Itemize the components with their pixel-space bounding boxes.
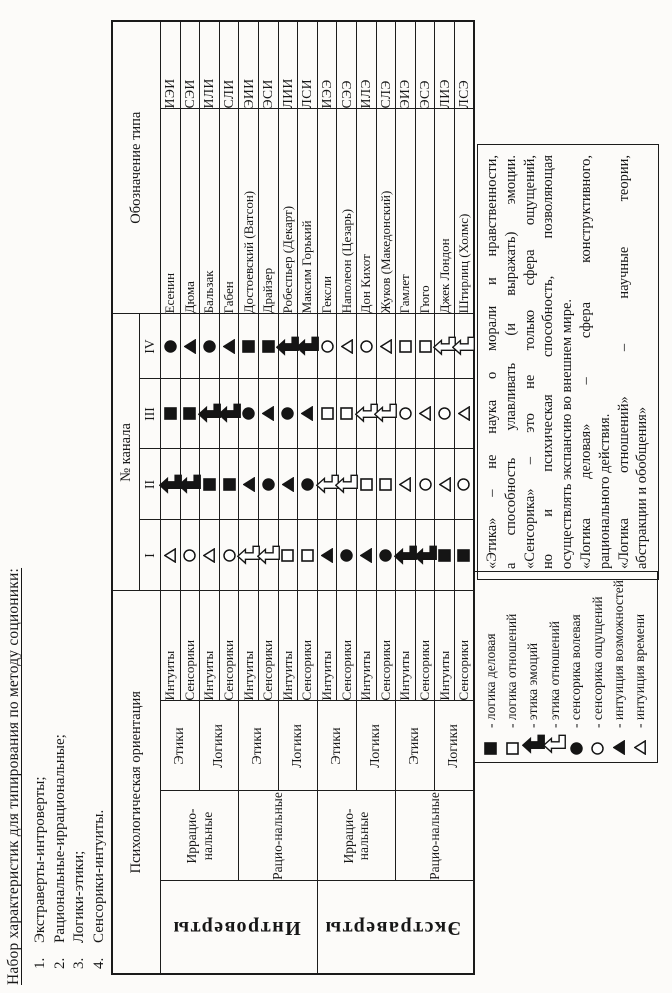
channel-ii-cell xyxy=(454,449,474,520)
header-psychological-orientation: Психологическая ориентация xyxy=(112,591,161,974)
triangle-open-icon xyxy=(419,406,431,421)
triangle-filled-icon xyxy=(184,339,196,354)
channel-iii-cell xyxy=(161,379,181,449)
channel-ii-cell xyxy=(258,449,278,520)
type-name-cell: Наполеон (Цезарь) xyxy=(337,109,357,314)
circle-filled-icon xyxy=(281,407,294,420)
circle-open-icon xyxy=(360,340,373,353)
square-open-icon xyxy=(360,478,373,491)
channel-iv-cell xyxy=(258,314,278,379)
circle-filled-icon xyxy=(262,478,275,491)
list-item-number: 4. xyxy=(90,957,107,969)
perception-cell: Интуиты xyxy=(435,591,455,701)
triangle-open-icon xyxy=(439,477,451,492)
legend-label: - сенсорика ощущений xyxy=(589,596,605,728)
channel-i-cell xyxy=(298,520,318,591)
circle-filled-icon xyxy=(242,407,255,420)
circle-filled-icon xyxy=(301,478,314,491)
legend-item xyxy=(544,578,565,755)
type-name-cell: Дон Кихот xyxy=(356,109,376,314)
perception-cell: Сенсорики xyxy=(454,591,474,701)
channel-iii-cell xyxy=(396,379,416,449)
perception-cell: Интуиты xyxy=(161,591,181,701)
list-item-text: Рациональные-иррациональные; xyxy=(51,734,68,943)
type-code-cell: ИЭЭ xyxy=(317,21,337,109)
boot-open-icon xyxy=(452,336,475,357)
channel-i-cell xyxy=(161,520,181,591)
channel-iv-cell xyxy=(180,314,200,379)
table-row xyxy=(317,21,337,974)
list-item-4 xyxy=(90,734,110,969)
type-code-cell: ЭИИ xyxy=(239,21,259,109)
list-item-text: Экстраверты-интроверты; xyxy=(32,776,48,943)
circle-filled-icon xyxy=(570,742,583,755)
channel-iii-cell xyxy=(454,379,474,449)
group-label: Интроверты xyxy=(172,916,301,939)
type-name-cell: Гамлет xyxy=(396,109,416,314)
channel-i-cell xyxy=(180,520,200,591)
channel-ii-cell xyxy=(415,449,435,520)
square-open-icon xyxy=(281,549,294,562)
type-code-cell: ЛСИ xyxy=(298,21,318,109)
triangle-filled-icon xyxy=(243,477,255,492)
triangle-open-icon xyxy=(458,406,470,421)
perception-cell: Интуиты xyxy=(278,591,298,701)
channel-iv-cell xyxy=(239,314,259,379)
boot-filled-icon xyxy=(296,336,319,357)
boot-open-icon xyxy=(374,403,397,424)
type-code-cell: ЭСИ xyxy=(258,21,278,109)
channel-i-cell xyxy=(258,520,278,591)
group-cell xyxy=(161,881,318,974)
channel-iii-cell xyxy=(200,379,220,449)
channel-iii-cell xyxy=(298,379,318,449)
boot-filled-icon xyxy=(218,403,241,424)
channel-ii-cell xyxy=(376,449,396,520)
table-row xyxy=(161,21,181,974)
triangle-filled-icon xyxy=(223,339,235,354)
channel-ii-cell xyxy=(298,449,318,520)
club-cell: Логики xyxy=(278,701,317,791)
type-code-cell: ИЛИ xyxy=(200,21,220,109)
type-code-cell: СЭИ xyxy=(180,21,200,109)
triangle-filled-icon xyxy=(321,548,333,563)
club-cell: Этики xyxy=(396,701,435,791)
square-filled-icon xyxy=(183,407,196,420)
channel-iv-cell xyxy=(161,314,181,379)
channel-iii-cell xyxy=(278,379,298,449)
square-filled-icon xyxy=(164,407,177,420)
legend-label: - интуиция возможностей xyxy=(611,580,627,728)
type-code-cell: ИЭИ xyxy=(161,21,181,109)
channel-ii-cell xyxy=(356,449,376,520)
square-filled-icon xyxy=(484,742,497,755)
definitions-note xyxy=(477,144,659,580)
club-cell: Логики xyxy=(200,701,239,791)
triangle-open-icon xyxy=(380,339,392,354)
channel-iv-cell xyxy=(415,314,435,379)
triangle-filled-icon xyxy=(262,406,274,421)
circle-open-icon xyxy=(223,549,236,562)
table-row xyxy=(239,21,259,974)
note-line: рационального действия. xyxy=(596,413,613,569)
boot-filled-icon xyxy=(522,734,545,755)
legend-label: - логика деловая xyxy=(482,633,498,728)
circle-filled-icon xyxy=(340,549,353,562)
legend-label: - этика отношений xyxy=(546,620,562,728)
list-item-text: Сенсорики-интуиты. xyxy=(90,809,107,943)
table-row xyxy=(396,21,416,974)
channel-i-cell xyxy=(396,520,416,591)
note-line: «Логика деловая» – сфера конструктивного, xyxy=(577,155,594,569)
type-code-cell: ЭСЭ xyxy=(415,21,435,109)
boot-filled-icon xyxy=(414,545,437,566)
channel-iv-cell xyxy=(454,314,474,379)
channel-iii-cell xyxy=(239,379,259,449)
club-cell: Этики xyxy=(317,701,356,791)
rationality-cell: Рацио-нальные xyxy=(396,791,474,881)
channel-iii-cell xyxy=(356,379,376,449)
triangle-open-icon xyxy=(164,548,176,563)
page-title: Набор характеристик для типирования по методу соционики: xyxy=(5,567,22,985)
type-name-cell: Достоевский (Ватсон) xyxy=(239,109,259,314)
channel-i-cell xyxy=(337,520,357,591)
circle-open-icon xyxy=(438,407,451,420)
list-item-number: 2. xyxy=(51,957,68,969)
header-channel-iii: III xyxy=(140,379,161,449)
socionics-table xyxy=(111,20,475,975)
type-name-cell: Гексли xyxy=(317,109,337,314)
channel-ii-cell xyxy=(200,449,220,520)
channel-iv-cell xyxy=(435,314,455,379)
triangle-filled-icon xyxy=(301,406,313,421)
characteristics-list xyxy=(31,734,109,969)
boot-open-icon xyxy=(543,734,566,755)
channel-i-cell xyxy=(356,520,376,591)
perception-cell: Сенсорики xyxy=(415,591,435,701)
perception-cell: Сенсорики xyxy=(258,591,278,701)
header-channel-i: I xyxy=(140,520,161,591)
perception-cell: Интуиты xyxy=(396,591,416,701)
channel-ii-cell xyxy=(219,449,239,520)
channel-iii-cell xyxy=(219,379,239,449)
channel-ii-cell xyxy=(239,449,259,520)
boot-open-icon xyxy=(257,545,280,566)
triangle-open-icon xyxy=(341,339,353,354)
type-code-cell: ИЛЭ xyxy=(356,21,376,109)
square-open-icon xyxy=(340,407,353,420)
channel-i-cell xyxy=(200,520,220,591)
square-open-icon xyxy=(399,340,412,353)
note-line: абстракции и обобщения» xyxy=(634,406,651,569)
type-name-cell: Драйзер xyxy=(258,109,278,314)
legend-label: - сенсорика волевая xyxy=(568,614,584,728)
legend-item xyxy=(630,578,651,755)
type-code-cell: СЛЭ xyxy=(376,21,396,109)
channel-i-cell xyxy=(454,520,474,591)
channel-ii-cell xyxy=(435,449,455,520)
header-channel-ii: II xyxy=(140,449,161,520)
type-name-cell: Дюма xyxy=(180,109,200,314)
channel-i-cell xyxy=(239,520,259,591)
club-cell: Этики xyxy=(239,701,278,791)
channel-i-cell xyxy=(435,520,455,591)
triangle-filled-icon xyxy=(613,740,625,755)
legend-item xyxy=(608,578,629,755)
legend-label: - логика отношений xyxy=(504,613,520,728)
circle-filled-icon xyxy=(203,340,216,353)
triangle-open-icon xyxy=(203,548,215,563)
channel-i-cell xyxy=(317,520,337,591)
triangle-filled-icon xyxy=(360,548,372,563)
group-label: Экстраверты xyxy=(324,916,462,939)
legend-item xyxy=(501,578,522,755)
note-line: «Этика» – не наука о морали и нравственности, xyxy=(484,155,500,569)
note-line: но и психическая способность, позволяющая xyxy=(540,155,557,569)
boot-filled-icon xyxy=(178,474,201,495)
list-item-3 xyxy=(70,734,90,969)
legend-label: - этика эмоций xyxy=(525,642,541,728)
channel-iv-cell xyxy=(298,314,318,379)
note-line: а способность улавливать (и выражать) эмоции. xyxy=(502,155,519,569)
header-channel-number: № канала xyxy=(112,314,140,591)
perception-cell: Интуиты xyxy=(200,591,220,701)
note-line: осуществлять экспансию во внешнем мире. xyxy=(559,299,576,569)
legend-box xyxy=(474,571,658,763)
group-cell xyxy=(317,881,474,974)
circle-filled-icon xyxy=(164,340,177,353)
channel-iii-cell xyxy=(415,379,435,449)
channel-iv-cell xyxy=(200,314,220,379)
list-item-number: 1. xyxy=(32,957,48,969)
channel-ii-cell xyxy=(396,449,416,520)
circle-open-icon xyxy=(591,742,604,755)
channel-iv-cell xyxy=(356,314,376,379)
list-item-1 xyxy=(31,734,51,969)
type-code-cell: СЭЭ xyxy=(337,21,357,109)
rationality-cell: Рацио-нальные xyxy=(239,791,317,881)
type-code-cell: ЭИЭ xyxy=(396,21,416,109)
type-name-cell: Штирлиц (Холмс) xyxy=(454,109,474,314)
channel-iii-cell xyxy=(258,379,278,449)
channel-iv-cell xyxy=(376,314,396,379)
legend-item xyxy=(587,578,608,755)
perception-cell: Интуиты xyxy=(356,591,376,701)
square-filled-icon xyxy=(223,478,236,491)
type-name-cell: Джек Лондон xyxy=(435,109,455,314)
channel-iv-cell xyxy=(219,314,239,379)
club-cell: Этики xyxy=(161,701,200,791)
header-type-designation: Обозначение типа xyxy=(112,21,161,314)
list-item-number: 3. xyxy=(71,957,87,969)
type-name-cell: Габен xyxy=(219,109,239,314)
type-code-cell: СЛИ xyxy=(219,21,239,109)
channel-iv-cell xyxy=(317,314,337,379)
channel-ii-cell xyxy=(161,449,181,520)
triangle-filled-icon xyxy=(282,477,294,492)
boot-open-icon xyxy=(335,474,358,495)
square-open-icon xyxy=(379,478,392,491)
channel-iii-cell xyxy=(317,379,337,449)
club-cell: Логики xyxy=(435,701,474,791)
triangle-open-icon xyxy=(399,477,411,492)
circle-open-icon xyxy=(457,478,470,491)
type-name-cell: Максим Горький xyxy=(298,109,318,314)
triangle-open-icon xyxy=(634,740,646,755)
type-name-cell: Робеспьер (Декарт) xyxy=(278,109,298,314)
type-code-cell: ЛИИ xyxy=(278,21,298,109)
circle-open-icon xyxy=(419,478,432,491)
perception-cell: Интуиты xyxy=(317,591,337,701)
channel-ii-cell xyxy=(180,449,200,520)
channel-iii-cell xyxy=(435,379,455,449)
header-channel-iv: IV xyxy=(140,314,161,379)
rationality-cell: Иррацио-нальные xyxy=(317,791,395,881)
circle-open-icon xyxy=(183,549,196,562)
channel-i-cell xyxy=(376,520,396,591)
legend-item xyxy=(523,578,544,755)
square-filled-icon xyxy=(203,478,216,491)
type-name-cell: Жуков (Македонский) xyxy=(376,109,396,314)
channel-iii-cell xyxy=(337,379,357,449)
square-filled-icon xyxy=(242,340,255,353)
channel-ii-cell xyxy=(337,449,357,520)
channel-i-cell xyxy=(278,520,298,591)
rationality-cell: Иррацио-нальные xyxy=(161,791,239,881)
square-filled-icon xyxy=(438,549,451,562)
square-open-icon xyxy=(301,549,314,562)
type-name-cell: Гюго xyxy=(415,109,435,314)
club-cell: Логики xyxy=(356,701,395,791)
channel-iv-cell xyxy=(396,314,416,379)
circle-open-icon xyxy=(399,407,412,420)
type-name-cell: Бальзак xyxy=(200,109,220,314)
square-filled-icon xyxy=(457,549,470,562)
perception-cell: Сенсорики xyxy=(219,591,239,701)
perception-cell: Сенсорики xyxy=(337,591,357,701)
type-code-cell: ЛИЭ xyxy=(435,21,455,109)
legend-item xyxy=(480,578,501,755)
list-item-text: Логики-этики; xyxy=(71,850,87,943)
list-item-2 xyxy=(51,734,71,969)
square-open-icon xyxy=(419,340,432,353)
legend-item xyxy=(566,578,587,755)
channel-iii-cell xyxy=(180,379,200,449)
legend-label: - интуиция времени xyxy=(632,613,648,728)
square-open-icon xyxy=(321,407,334,420)
perception-cell: Сенсорики xyxy=(376,591,396,701)
circle-open-icon xyxy=(321,340,334,353)
circle-filled-icon xyxy=(379,549,392,562)
channel-i-cell xyxy=(415,520,435,591)
channel-iv-cell xyxy=(337,314,357,379)
type-name-cell: Есенин xyxy=(161,109,181,314)
perception-cell: Сенсорики xyxy=(298,591,318,701)
perception-cell: Сенсорики xyxy=(180,591,200,701)
channel-i-cell xyxy=(219,520,239,591)
channel-ii-cell xyxy=(278,449,298,520)
channel-iii-cell xyxy=(376,379,396,449)
type-code-cell: ЛСЭ xyxy=(454,21,474,109)
square-open-icon xyxy=(506,742,519,755)
perception-cell: Интуиты xyxy=(239,591,259,701)
note-line: «Сенсорика» – это не только сфера ощущений, xyxy=(521,155,538,569)
channel-iv-cell xyxy=(278,314,298,379)
square-filled-icon xyxy=(262,340,275,353)
note-line: «Логика отношений» – научные теории, xyxy=(615,155,632,569)
channel-ii-cell xyxy=(317,449,337,520)
